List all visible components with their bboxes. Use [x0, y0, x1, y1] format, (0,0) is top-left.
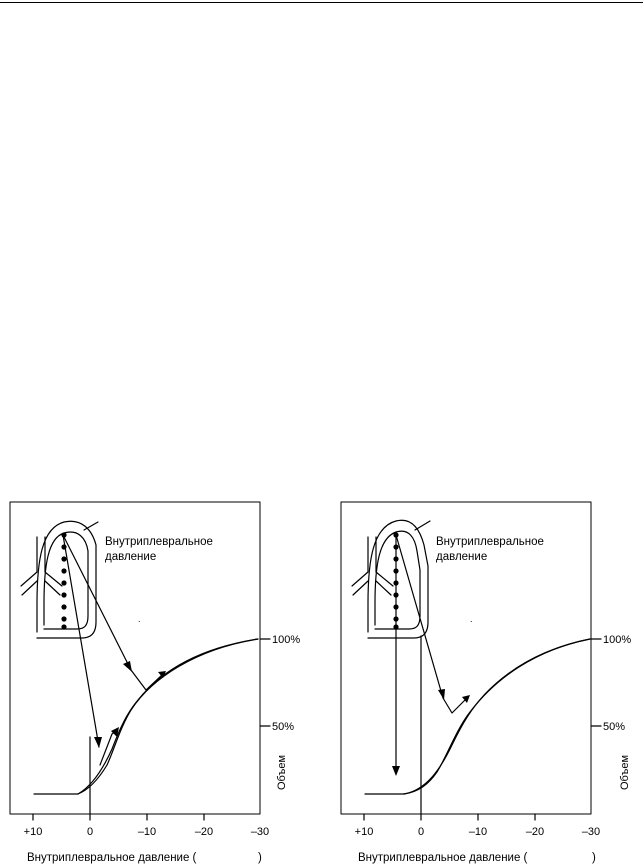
right-xlabel-close: ) [592, 852, 596, 864]
left-frame [10, 502, 260, 814]
right-arrowhead-diag [438, 689, 445, 700]
left-ylabel: Объем [276, 754, 288, 790]
right-pointer-line [415, 521, 430, 530]
right-deflation-curve [404, 639, 590, 794]
right-inflation-curve [404, 639, 590, 794]
right-xtick-label-m10: –10 [468, 826, 488, 838]
right-pressure-label-2: давление [436, 551, 488, 563]
left-pressure-label-1: Внутриплевральное [105, 536, 213, 548]
left-ytick-100: 100% [272, 634, 301, 646]
left-inflation-curve [78, 639, 258, 794]
left-deflation-curve [78, 639, 258, 794]
right-trachea-left [352, 537, 368, 586]
left-pressure-label-2: давление [105, 551, 157, 563]
left-xtick-label-0: 0 [86, 826, 94, 838]
right-frame [341, 502, 591, 814]
left-panel [10, 502, 270, 820]
right-xtick-label-m20: –20 [525, 826, 545, 838]
left-xlabel-close: ) [258, 852, 262, 864]
right-ytick-100: 100% [603, 634, 632, 646]
right-panel [341, 502, 601, 820]
left-xtick-label-p10: +10 [23, 826, 43, 838]
left-xlabel: Внутриплевральное давление ( [27, 852, 197, 864]
right-pressure-label-1: Внутриплевральное [436, 536, 544, 548]
left-xtick-label-m30: –30 [250, 826, 270, 838]
right-dot-marker: . [470, 614, 473, 624]
right-trachea-right [376, 537, 393, 586]
left-xtick-label-m20: –20 [194, 826, 214, 838]
right-xtick-label-0: 0 [417, 826, 425, 838]
left-arrow-lower [63, 535, 99, 747]
left-dots [61, 532, 66, 629]
left-trachea-left [21, 537, 37, 586]
left-dot-marker: . [138, 614, 141, 624]
right-xlabel: Внутриплевральное давление ( [358, 852, 528, 864]
left-trachea-right [45, 537, 62, 586]
right-ylabel: Объем [619, 754, 631, 790]
right-xtick-label-m30: –30 [581, 826, 601, 838]
left-ytick-50: 50% [272, 721, 295, 733]
right-arrowhead-down [392, 766, 400, 776]
left-arrowhead-lower [94, 737, 102, 748]
right-ytick-50: 50% [603, 721, 626, 733]
left-xtick-label-m10: –10 [137, 826, 157, 838]
left-pointer-line [84, 522, 98, 530]
left-arrowhead-upper [123, 661, 132, 672]
right-xtick-label-p10: +10 [354, 826, 374, 838]
